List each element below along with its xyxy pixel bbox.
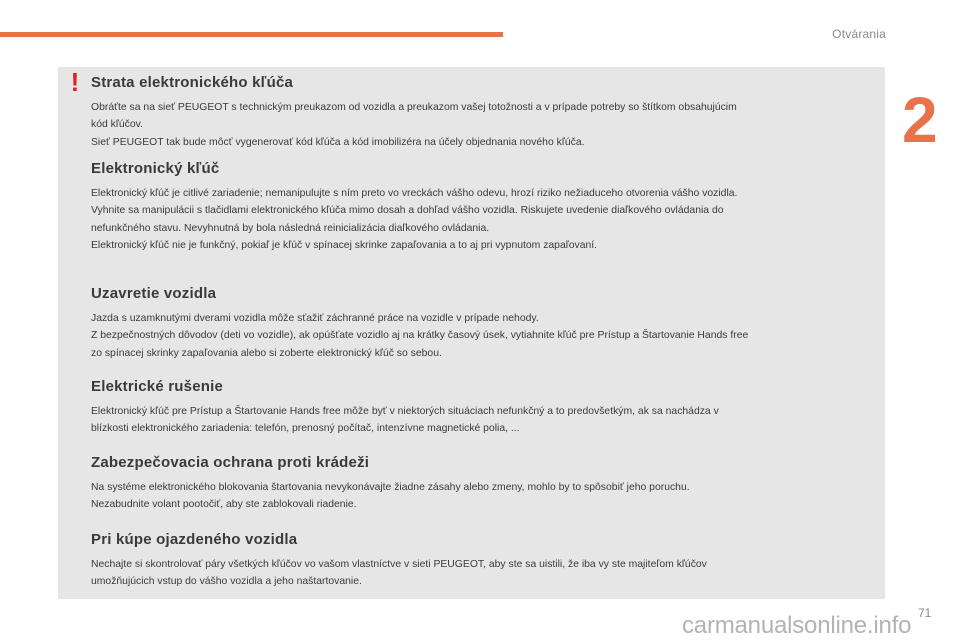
section-text [91, 310, 877, 362]
section-title: Uzavretie vozidla [91, 285, 217, 302]
chapter-number: 2 [902, 84, 938, 156]
accent-bar [0, 32, 503, 37]
section-text [91, 556, 877, 591]
section-text [91, 99, 877, 151]
section-used-vehicle [91, 531, 877, 591]
text-line: Jazda s uzamknutými dverami vozidla môže sťažiť záchranné práce na vozidle v prípade nehody. [91, 313, 539, 324]
text-line: Elektronický kľúč pre Prístup a Štartovanie Hands free môže byť v niektorých situáciach nefunkčný a to predovšetkým, ak sa nachádza v [91, 406, 719, 417]
text-line: Elektronický kľúč nie je funkčný, pokiaľ je kľúč v spínacej skrinke zapaľovania a to aj pri vypnutom zapaľovaní. [91, 240, 598, 252]
text-line: Sieť PEUGEOT tak bude môcť vygenerovať kód kľúča a kód imobilizéra na účely objednania nového kľúča. [91, 136, 585, 148]
text-line: nefunkčného stavu. Nevyhnutná by bola následná reinicializácia diaľkového ovládania. [91, 222, 490, 234]
section-title: Elektronický kľúč [91, 160, 220, 177]
text-line: Na systéme elektronického blokovania štartovania nevykonávajte žiadne zásahy alebo zmeny, mohlo by to spôsobiť jeho poruchu. [91, 482, 690, 493]
section-title: Zabezpečovacia ochrana proti krádeži [91, 454, 370, 471]
warning-icon: ! [70, 67, 80, 97]
text-line: Nezabudnite volant pootočiť, aby ste zablokovali riadenie. [91, 499, 357, 511]
section-title: Elektrické rušenie [91, 378, 224, 395]
section-text [91, 185, 877, 255]
section-vehicle-locking [91, 285, 877, 362]
page-number: 71 [918, 606, 932, 620]
text-line: zo spínacej skrinky zapaľovania alebo si zoberte elektronický kľúč so sebou. [91, 347, 442, 359]
text-line: blízkosti elektronického zariadenia: telefón, prenosný počítač, intenzívne magnetické polia, ... [91, 423, 520, 435]
text-line: Nechajte si skontrolovať páry všetkých kľúčov vo vašom vlastníctve v sieti PEUGEOT, aby ste sa uistili, že iba vy ste majiteľom kľúčov [91, 559, 707, 570]
section-title: Strata elektronického kľúča [91, 74, 294, 91]
section-title: Pri kúpe ojazdeného vozidla [91, 531, 298, 548]
text-line: umožňujúcich vstup do vášho vozidla a jeho naštartovanie. [91, 576, 362, 588]
section-header-title: Otvárania [832, 27, 886, 41]
section-electrical-interference [91, 378, 877, 438]
text-line: Obráťte sa na sieť PEUGEOT s technickým preukazom od vozidla a preukazom vašej totožnosti a v prípade potreby so štítkom obsahujúcim [91, 102, 737, 113]
text-line: Z bezpečnostných dôvodov (deti vo vozidle), ak opúšťate vozidlo aj na krátky časový úsek, vytiahnite kľúč pre Prístup a Štartovanie Hands free [91, 330, 749, 342]
section-text [91, 403, 877, 438]
watermark-text: carmanualsonline.info [682, 612, 912, 639]
text-line: Vyhnite sa manipulácii s tlačidlami elektronického kľúča mimo dosah a dohľad vášho vozidla. Riskujete uvedenie diaľkového ovládania do [91, 205, 724, 217]
section-lost-key [91, 74, 877, 151]
section-text [91, 479, 877, 514]
text-line: Elektronický kľúč je citlivé zariadenie; nemanipulujte s ním preto vo vreckách vášho odevu, hrozí riziko nežiaduceho otvorenia vášho vozidla. [91, 188, 738, 199]
text-line: kód kľúčov. [91, 119, 143, 131]
section-anti-theft [91, 454, 877, 514]
section-electronic-key [91, 160, 877, 255]
